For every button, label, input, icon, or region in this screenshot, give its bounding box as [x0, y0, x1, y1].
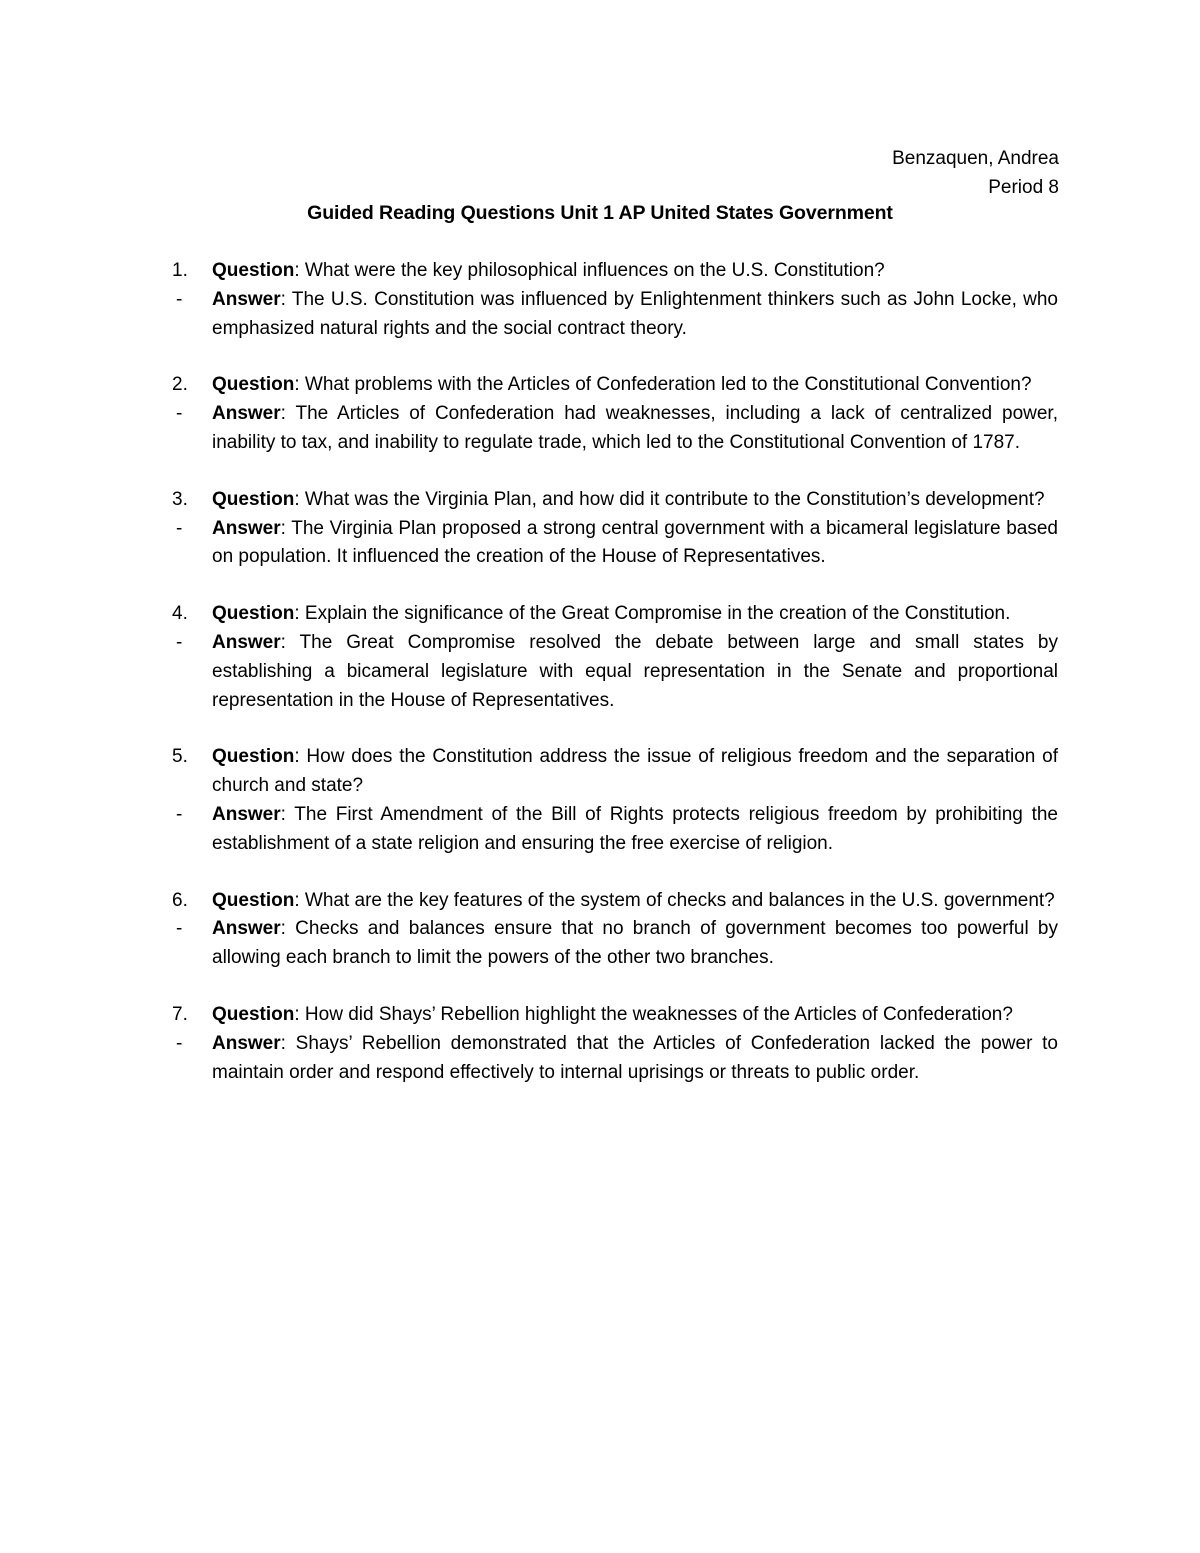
question-number: 5.: [172, 746, 188, 768]
answer-label: Answer: [212, 288, 281, 310]
label-colon: :: [280, 1032, 286, 1054]
label-colon: :: [294, 1003, 300, 1025]
answer-row: [172, 515, 1058, 573]
answer-label: Answer: [212, 1032, 281, 1054]
question-number: 1.: [172, 260, 188, 281]
question-row: [172, 743, 1058, 801]
label-colon: :: [280, 517, 286, 539]
answer-text: The First Amendment of the Bill of Rights protects religious freedom by prohibiting the establishment of a state religion and ensuring the free exercise of religion.: [212, 803, 1058, 854]
document-title: Guided Reading Questions Unit 1 AP United States Government: [307, 202, 893, 224]
question-text: How does the Constitution address the issue of religious freedom and the separation of church and state?: [212, 746, 1058, 797]
label-colon: :: [294, 374, 300, 396]
student-header: [892, 144, 1059, 202]
answer-label: Answer: [212, 517, 281, 539]
answer-label: Answer: [212, 918, 281, 940]
label-colon: :: [294, 889, 300, 911]
question-row: [172, 371, 1058, 400]
answer-dash: -: [176, 517, 183, 539]
answer-dash: -: [176, 803, 183, 825]
question-number: 2.: [172, 374, 188, 396]
question-text: What were the key philosophical influences on the U.S. Constitution?: [299, 260, 885, 281]
question-row: [172, 257, 1058, 286]
question-label: Question: [212, 260, 295, 281]
answer-text: Shays’ Rebellion demonstrated that the Articles of Confederation lacked the power to maintain order and respond effectively to internal uprisings or threats to public order.: [212, 1032, 1058, 1083]
class-period: Period 8: [988, 177, 1059, 198]
question-label: Question: [212, 746, 295, 768]
qa-item-2: [172, 371, 1058, 457]
question-row: [172, 486, 1058, 515]
question-label: Question: [212, 488, 295, 510]
answer-text: Checks and balances ensure that no branch of government becomes too powerful by allowing each branch to limit the powers of the other two branches.: [212, 918, 1058, 969]
question-text: How did Shays’ Rebellion highlight the weaknesses of the Articles of Confederation?: [299, 1003, 1013, 1025]
question-label: Question: [212, 1003, 295, 1025]
answer-label: Answer: [212, 631, 281, 653]
student-name: Benzaquen, Andrea: [892, 148, 1059, 169]
question-label: Question: [212, 889, 295, 911]
qa-list: [172, 257, 1058, 1115]
answer-row: [172, 629, 1058, 715]
question-number: 7.: [172, 1003, 188, 1025]
label-colon: :: [280, 803, 286, 825]
answer-row: [172, 801, 1058, 859]
question-text: What problems with the Articles of Confederation led to the Constitutional Convention?: [299, 374, 1032, 396]
answer-dash: -: [176, 631, 183, 653]
qa-item-3: [172, 486, 1058, 572]
question-text: What are the key features of the system of checks and balances in the U.S. government?: [299, 889, 1055, 911]
answer-text: The Articles of Confederation had weaknesses, including a lack of centralized power, inability to tax, and inability to regulate trade, which led to the Constitutional Convention of 1787.: [212, 403, 1058, 453]
qa-item-4: [172, 600, 1058, 715]
question-row: [172, 887, 1058, 916]
qa-item-1: [172, 257, 1058, 343]
question-text: What was the Virginia Plan, and how did it contribute to the Constitution’s development?: [299, 488, 1045, 510]
answer-label: Answer: [212, 803, 281, 825]
label-colon: :: [294, 260, 300, 281]
answer-dash: -: [176, 1032, 183, 1054]
answer-row: [172, 915, 1058, 973]
answer-dash: -: [176, 918, 183, 940]
question-row: [172, 1001, 1058, 1030]
question-row: [172, 600, 1058, 629]
answer-text: The Great Compromise resolved the debate between large and small states by establishing a bicameral legislature with equal representation in the Senate and proportional representation in the House of Representatives.: [212, 631, 1058, 711]
label-colon: :: [280, 631, 286, 653]
label-colon: :: [280, 918, 286, 940]
qa-item-7: [172, 1001, 1058, 1087]
answer-text: The Virginia Plan proposed a strong central government with a bicameral legislature based on population. It influenced the creation of the House of Representatives.: [212, 517, 1058, 568]
question-number: 3.: [172, 488, 188, 510]
answer-dash: -: [176, 403, 183, 425]
label-colon: :: [280, 403, 286, 425]
answer-dash: -: [176, 288, 183, 310]
answer-text: The U.S. Constitution was influenced by Enlightenment thinkers such as John Locke, who emphasized natural rights and the social contract theory.: [212, 288, 1058, 339]
qa-item-5: [172, 743, 1058, 858]
label-colon: :: [294, 746, 300, 768]
answer-row: [172, 286, 1058, 344]
label-colon: :: [280, 288, 286, 310]
label-colon: :: [294, 603, 300, 625]
answer-row: [172, 1030, 1058, 1088]
label-colon: :: [294, 488, 300, 510]
question-number: 6.: [172, 889, 188, 911]
question-label: Question: [212, 374, 295, 396]
answer-row: [172, 400, 1058, 458]
question-text: Explain the significance of the Great Compromise in the creation of the Constitution.: [299, 603, 1011, 625]
answer-label: Answer: [212, 403, 281, 425]
qa-item-6: [172, 887, 1058, 973]
question-number: 4.: [172, 603, 188, 625]
question-label: Question: [212, 603, 295, 625]
